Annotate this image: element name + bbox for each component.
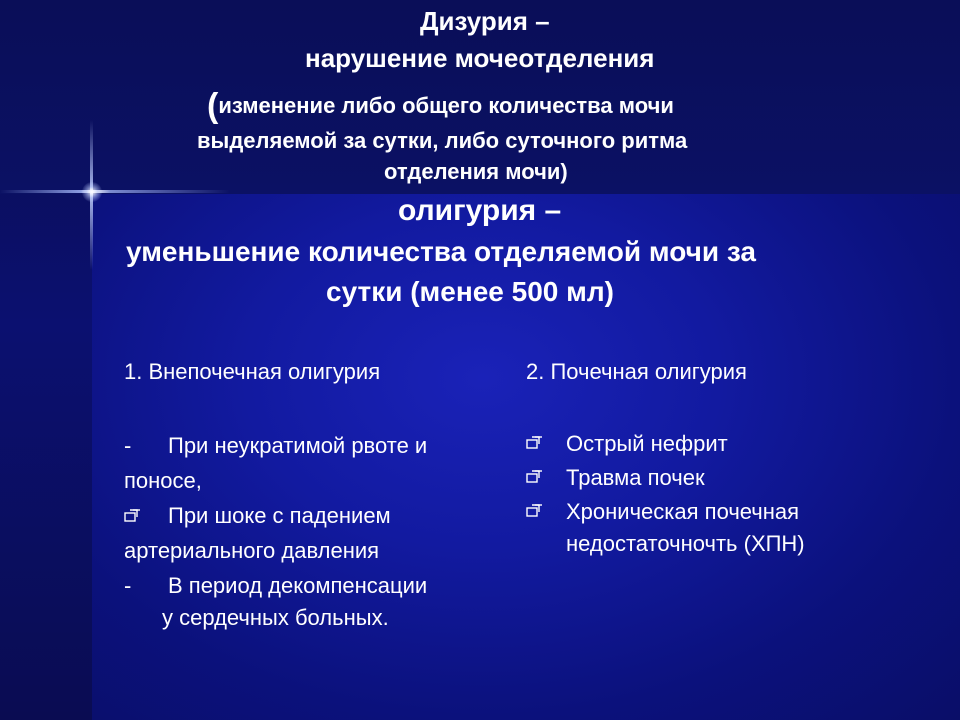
folder-bullet-icon bbox=[526, 436, 544, 450]
subtitle-note-line3: отделения мочи) bbox=[384, 159, 568, 184]
list-item-text: Травма почек bbox=[566, 465, 705, 490]
right-column bbox=[526, 356, 946, 562]
term-definition-line2: сутки (менее 500 мл) bbox=[326, 276, 614, 307]
list-item bbox=[526, 428, 946, 460]
list-item bbox=[124, 429, 504, 463]
list-item-text: При шоке с падением bbox=[168, 503, 391, 528]
list-item-text: При неукратимой рвоте и bbox=[168, 433, 428, 458]
list-item-continuation: артериального давления bbox=[124, 538, 380, 563]
list-item-text: Острый нефрит bbox=[566, 431, 728, 456]
dash-bullet: - bbox=[124, 433, 132, 458]
subtitle-note-line1 bbox=[207, 87, 674, 126]
folder-bullet-icon bbox=[124, 509, 142, 523]
light-flare-core bbox=[82, 182, 102, 202]
left-column-heading: 1. Внепочечная олигурия bbox=[124, 359, 381, 384]
right-column-heading: 2. Почечная олигурия bbox=[526, 359, 747, 384]
list-item-text: Хроническая почечная bbox=[566, 499, 800, 524]
slide-title: Дизурия – bbox=[420, 6, 550, 36]
subtitle-note-line2: выделяемой за сутки, либо суточного ритма bbox=[197, 128, 688, 153]
list-item bbox=[124, 569, 504, 603]
folder-bullet-icon bbox=[526, 470, 544, 484]
light-flare-horizontal bbox=[0, 190, 230, 193]
term-definition-line1: уменьшение количества отделяемой мочи за bbox=[126, 236, 756, 267]
open-paren: ( bbox=[207, 87, 219, 125]
left-column bbox=[124, 356, 504, 633]
term-heading: олигурия – bbox=[398, 194, 562, 227]
list-item bbox=[526, 496, 946, 560]
list-item-continuation: поносе, bbox=[124, 468, 202, 493]
dash-bullet: - bbox=[124, 573, 132, 598]
list-item bbox=[526, 462, 946, 494]
subtitle-note-text1: изменение либо общего количества мочи bbox=[218, 93, 674, 118]
folder-bullet-icon bbox=[526, 504, 544, 518]
slide-subtitle: нарушение мочеотделения bbox=[305, 43, 655, 73]
list-item bbox=[124, 499, 504, 533]
list-item-continuation: у сердечных больных. bbox=[162, 605, 389, 630]
list-item-continuation: недостаточночть (ХПН) bbox=[566, 531, 805, 556]
list-item-text: В период декомпенсации bbox=[168, 573, 428, 598]
